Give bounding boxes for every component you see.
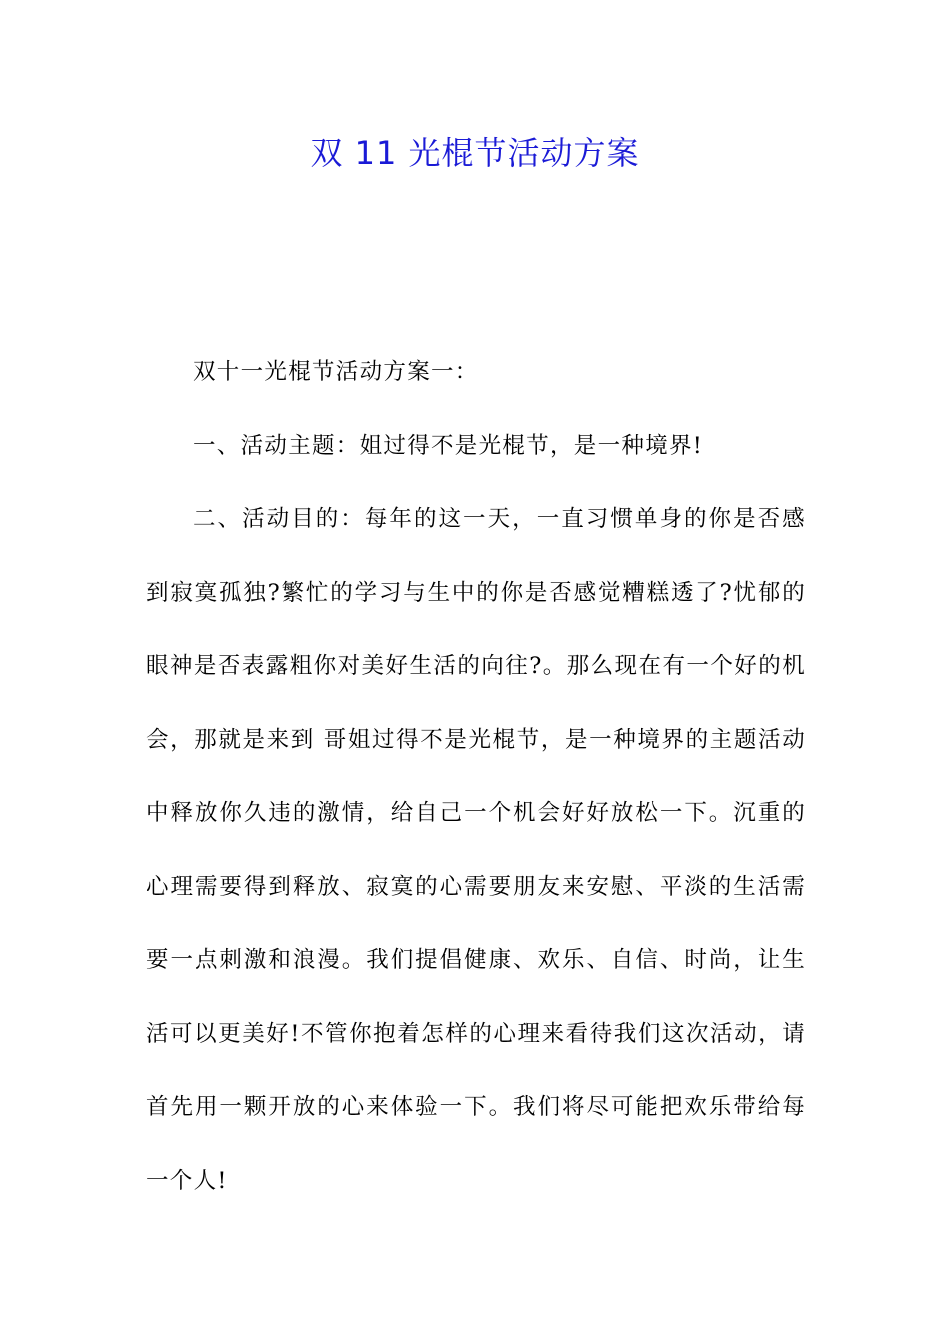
paragraph-plan-heading: 双十一光棍节活动方案一：: [193, 359, 479, 385]
document-title: 双 11 光棍节活动方案: [310, 134, 640, 172]
document-body: [146, 336, 806, 1218]
paragraph-activity-theme: 一、活动主题：姐过得不是光棍节，是一种境界!: [193, 432, 704, 459]
paragraph-activity-purpose: 二、活动目的：每年的这一天，一直习惯单身的你是否感到寂寞孤独?繁忙的学习与生中的你是否感觉糟糕透了?忧郁的眼神是否表露粗你对美好生活的向往?。那么现在有一个好的机会，那就是来到 哥姐过得不是光棍节，是一种境界的主题活动中释放你久违的激情，给自己一个机会好好放松一下。沉重的心理需要得到释放、寂寞的心需要朋友来安慰、平淡的生活需要一点刺激和浪漫。我们提倡健康、欢乐、自信、时尚，让生活可以更美好!不管你抱着怎样的心理来看待我们这次活动，请首先用一颗开放的心来体验一下。我们将尽可能把欢乐带给每一个人!: [146, 506, 806, 1194]
